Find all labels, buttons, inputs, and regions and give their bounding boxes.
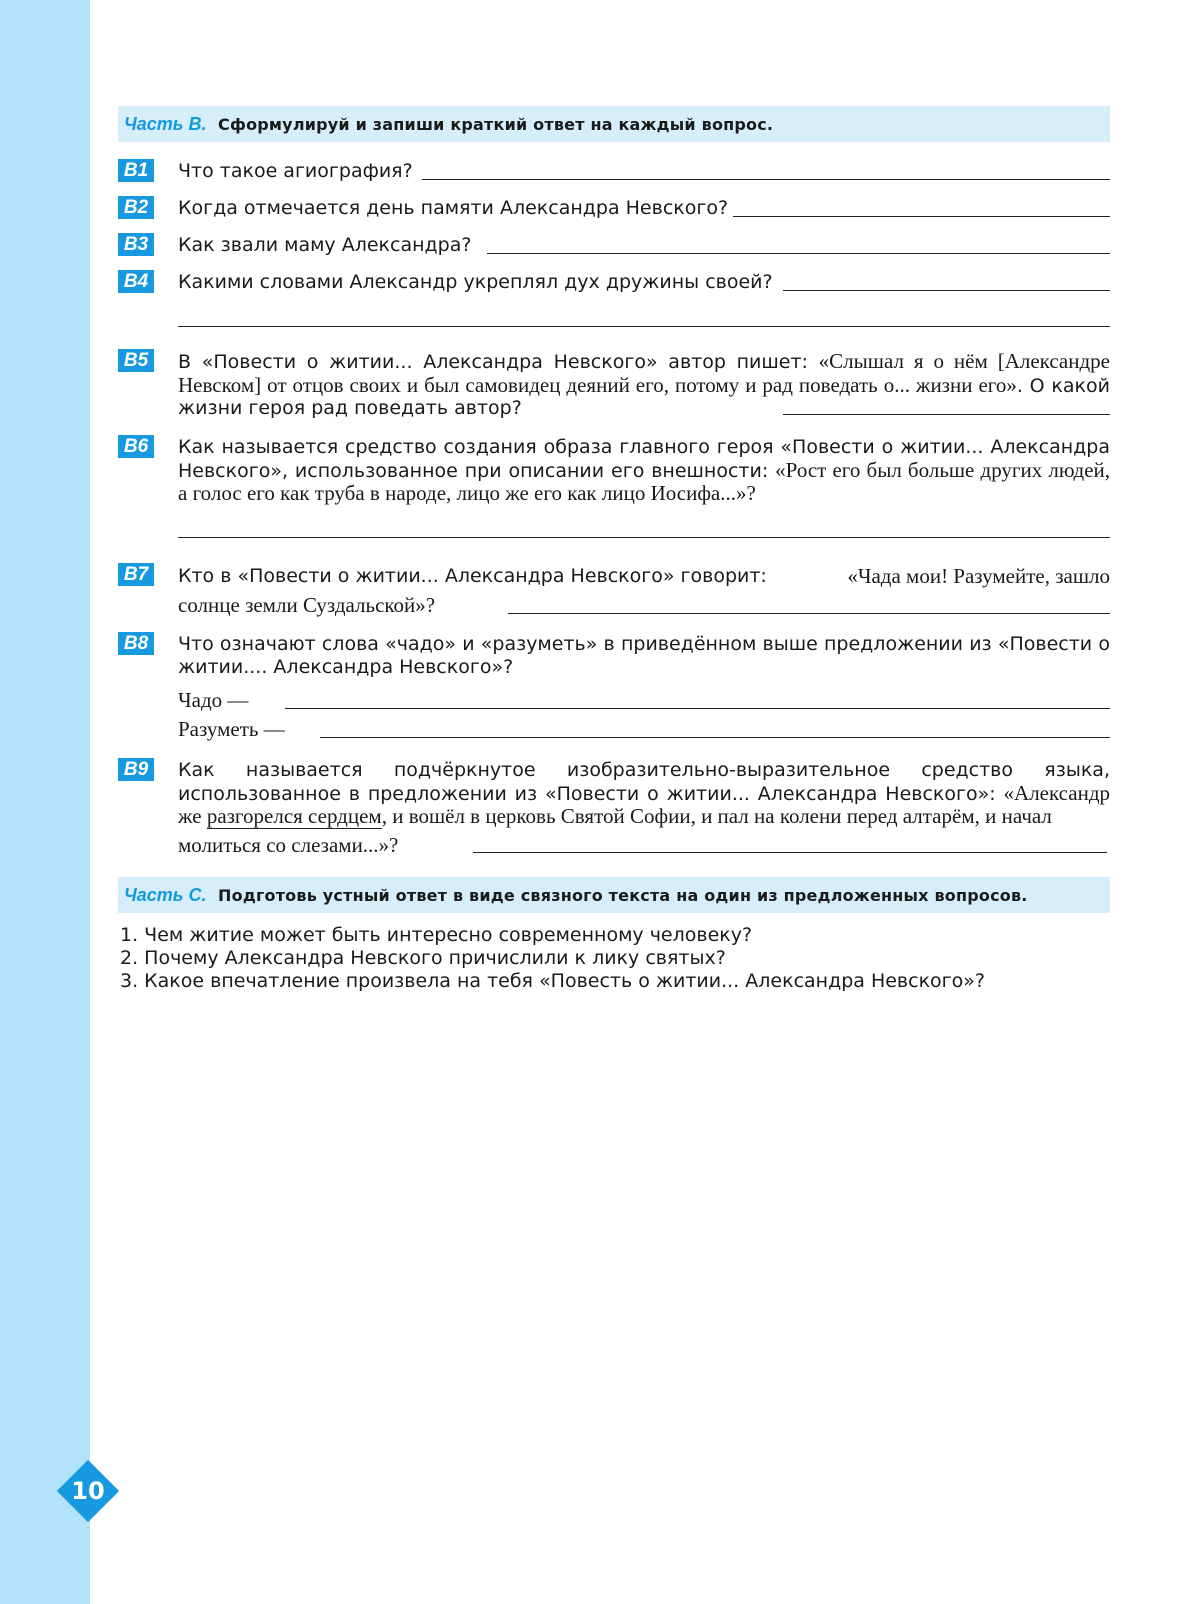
question-badge-b5: В5 (118, 349, 154, 372)
question-b7-line1 (178, 565, 1110, 588)
answer-line-b3[interactable] (487, 253, 1110, 254)
question-badge-b7: В7 (118, 563, 154, 586)
question-b9-text (178, 759, 1110, 829)
question-b5-text (178, 350, 1110, 420)
part-b-banner (118, 106, 1110, 142)
question-b7-intro: Кто в «Повести о житии... Александра Невского» говорит: (178, 565, 767, 587)
answer-line-b4[interactable] (783, 290, 1110, 291)
answer-line-b7[interactable] (508, 613, 1110, 614)
question-b9-intro: Как называется подчёркнутое изобразительно-выразительное средство языка, использованное в предложении из «Повести о житии... Александра Невского»: (178, 759, 1110, 805)
part-b-instruction: Сформулируй и запиши краткий ответ на каждый вопрос. (218, 115, 774, 134)
question-b5-quote: «Слышал я о нём [Александре Невском] от отцов своих и был самовидец деяний его, потому и рад поведать о... жизни его» (178, 349, 1110, 397)
question-badge-b2: В2 (118, 196, 154, 219)
question-badge-b6: В6 (118, 435, 154, 458)
answer-line-razumet[interactable] (320, 737, 1110, 738)
question-b9-underlined-phrase: разгорелся сердцем (206, 804, 382, 828)
answer-line-b9[interactable] (473, 852, 1107, 853)
question-b7-quote-2: солнце земли Суздальской»? (178, 593, 436, 617)
part-c-question-2: 2. Почему Александра Невского причислили к лику святых? (120, 947, 726, 969)
question-b4-text: Какими словами Александр укреплял дух дружины своей? (178, 271, 773, 293)
answer-line-b2[interactable] (733, 216, 1110, 217)
question-b9-quote-end: , и вошёл в церковь Святой Софии, и пал на колени перед алтарём, и начал (381, 804, 1052, 828)
question-badge-b3: В3 (118, 233, 154, 256)
question-badge-b4: В4 (118, 270, 154, 293)
page-number-badge (57, 1460, 119, 1522)
part-c-question-1: 1. Чем житие может быть интересно современному человеку? (120, 924, 753, 946)
question-badge-b8: В8 (118, 632, 154, 655)
part-c-label: Часть С. (124, 885, 207, 905)
term-razumet-label: Разуметь — (178, 717, 285, 741)
term-chado-label: Чадо — (178, 688, 249, 712)
side-color-band (0, 0, 90, 1604)
answer-line-b1[interactable] (422, 179, 1110, 180)
part-b-label: Часть В. (124, 114, 207, 134)
question-badge-b1: В1 (118, 159, 154, 182)
question-b5-question: . О какой жизни героя рад поведать автор? (178, 374, 1110, 419)
part-c-banner (118, 877, 1110, 913)
question-b9-quote-start: «Александр же (178, 780, 1110, 828)
question-b9-last-line: молиться со слезами...»? (178, 833, 399, 857)
part-c-question-3: 3. Какое впечатление произвела на тебя «Повесть о житии... Александра Невского»? (120, 970, 985, 992)
question-b2-text: Когда отмечается день памяти Александра Невского? (178, 197, 729, 219)
answer-line-b5[interactable] (783, 414, 1110, 415)
question-b5-intro: В «Повести о житии... Александра Невского» автор пишет: (178, 351, 819, 373)
question-badge-b9: В9 (118, 758, 154, 781)
answer-line-chado[interactable] (285, 708, 1110, 709)
question-b8-text: Что означают слова «чадо» и «разуметь» в приведённом выше предложении из «Повести о житии.... Александра Невского»? (178, 633, 1110, 678)
part-c-instruction: Подготовь устный ответ в виде связного текста на один из предложенных вопросов. (218, 886, 1028, 905)
answer-line-b6[interactable] (178, 537, 1110, 538)
question-b3-text: Как звали маму Александра? (178, 234, 472, 256)
question-b6-intro: Как называется средство создания образа главного героя «Повести о житии... Александра Невского», использованное при описании его внешности: (178, 436, 1110, 482)
question-b6-text (178, 436, 1110, 506)
question-b1-text: Что такое агиография? (178, 160, 413, 182)
page-number: 10 (71, 1477, 105, 1505)
question-b7-quote-1: «Чада мои! Разумейте, зашло (847, 564, 1110, 588)
answer-line-b4-extra[interactable] (178, 326, 1110, 327)
question-b6-quote: «Рост его был больше других людей, а голос его как труба в народе, лицо же его как лицо Иосифа...»? (178, 457, 1110, 505)
